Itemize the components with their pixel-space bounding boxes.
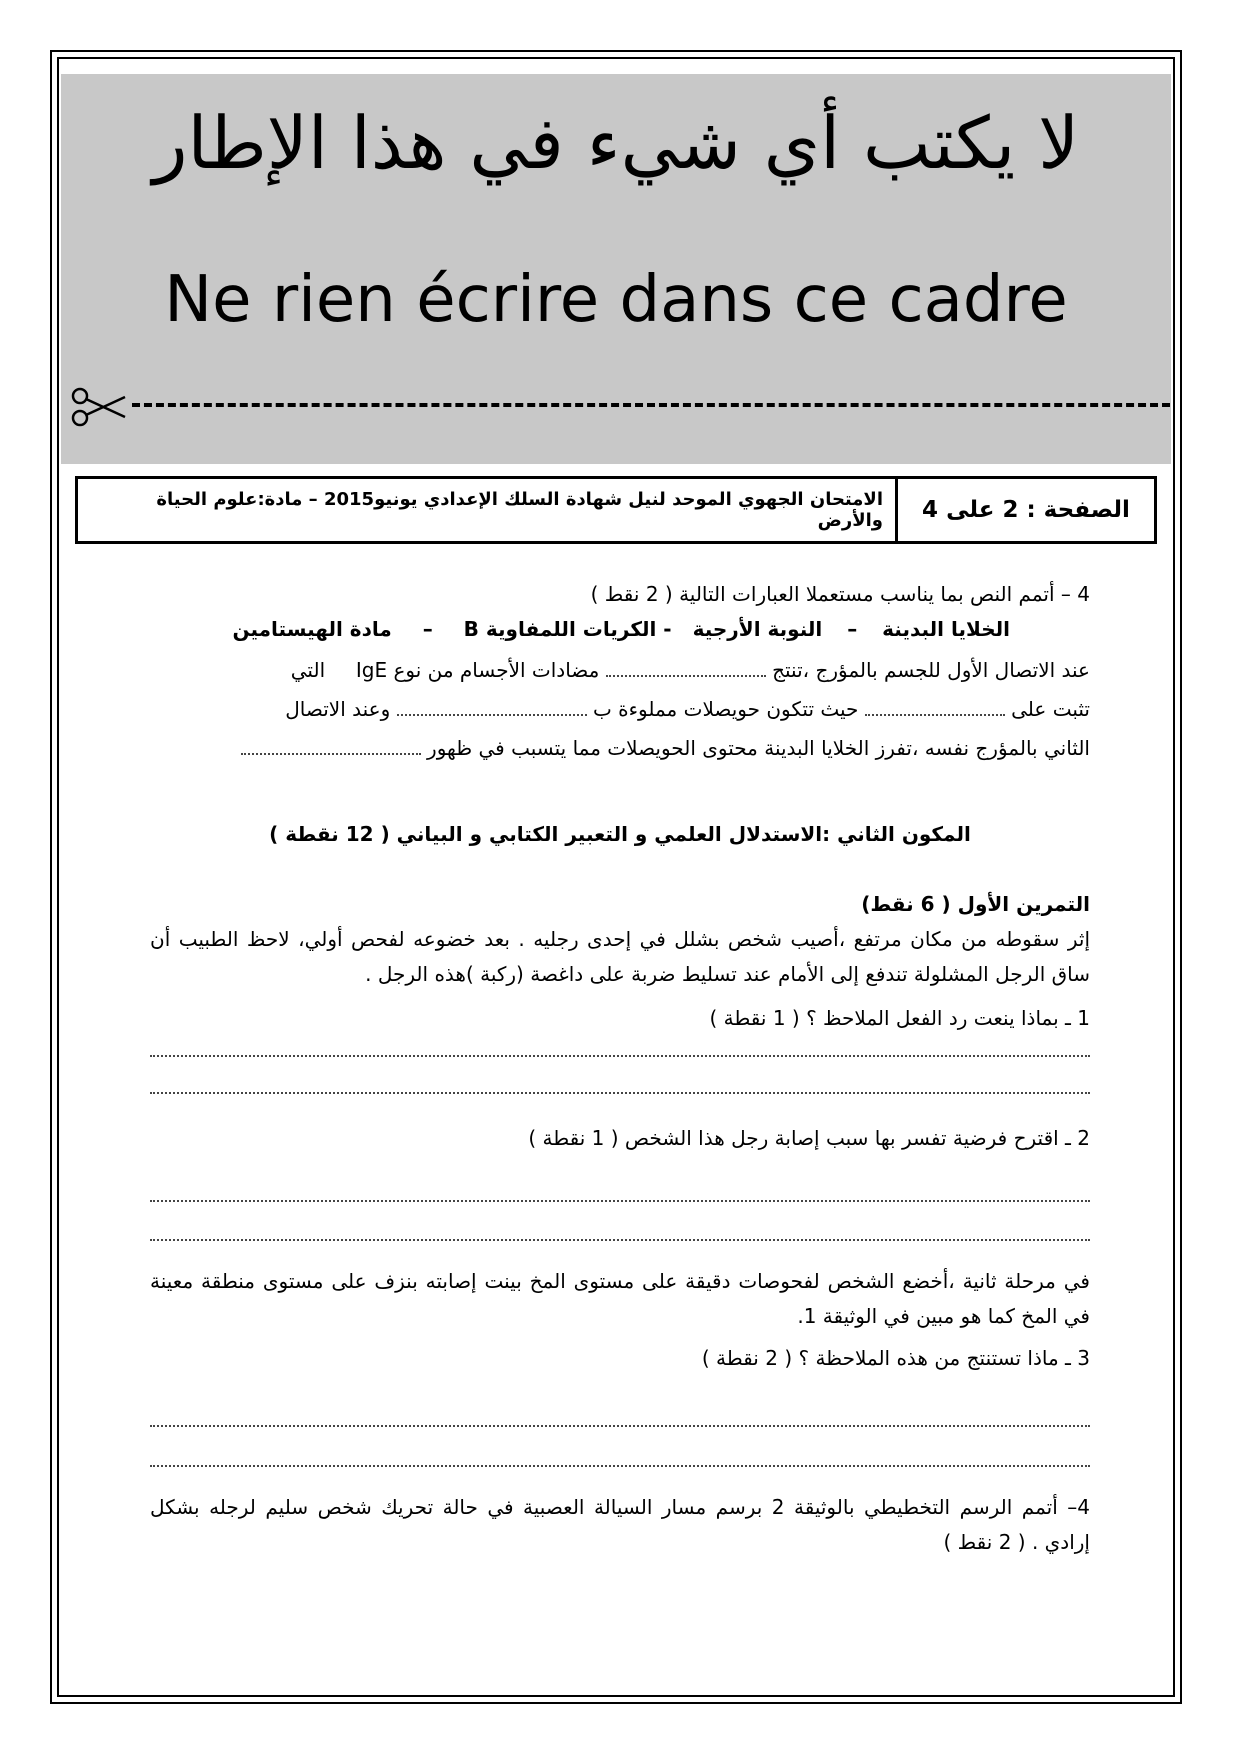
answer-line[interactable] bbox=[150, 1055, 1090, 1057]
term-histamine: مادة الهيستامين bbox=[232, 617, 392, 641]
component-2-title: المكون الثاني :الاستدلال العلمي و التعبير الكتابي و البياني ( 12 نقطة ) bbox=[269, 822, 971, 846]
q4-line1-part-b: مضادات الأجسام من نوع bbox=[393, 658, 600, 682]
exercise-1-title: التمرين الأول ( 6 نقط) bbox=[861, 892, 1090, 916]
q4-line2-part-a: تثبت على bbox=[1011, 697, 1090, 721]
q4-text-line-2 bbox=[150, 693, 1090, 725]
answer-line[interactable] bbox=[150, 1425, 1090, 1427]
cut-line bbox=[70, 385, 1170, 435]
q4-terms bbox=[130, 613, 1010, 645]
exercise-1-q1: 1 ـ بماذا ينعت رد الفعل الملاحظ ؟ ( 1 نقطة ) bbox=[709, 1006, 1090, 1030]
q4-line3-text: الثاني بالمؤرج نفسه ،تفرز الخلايا البدينة محتوى الحويصلات مما يتسبب في ظهور bbox=[427, 736, 1090, 760]
page-number: الصفحة : 2 على 4 bbox=[895, 479, 1154, 541]
answer-line[interactable] bbox=[150, 1200, 1090, 1202]
q4-line2-part-c: وعند الاتصال bbox=[285, 697, 391, 721]
blank-1[interactable] bbox=[606, 675, 766, 677]
exam-title: الامتحان الجهوي الموحد لنيل شهادة السلك الإعدادي يونيو2015 – مادة:علوم الحياة والأرض bbox=[156, 489, 883, 531]
answer-line[interactable] bbox=[150, 1465, 1090, 1467]
exercise-1-q2: 2 ـ اقترح فرضية تفسر بها سبب إصابة رجل هذا الشخص ( 1 نقطة ) bbox=[528, 1126, 1090, 1150]
exercise-1-q3: 3 ـ ماذا تستنتج من هذه الملاحظة ؟ ( 2 نقطة ) bbox=[701, 1346, 1090, 1370]
exam-header-box bbox=[75, 476, 1157, 544]
answer-line[interactable] bbox=[150, 1092, 1090, 1094]
blank-4[interactable] bbox=[241, 753, 421, 755]
q4-line1-ige: IgE bbox=[355, 658, 388, 682]
q4-text-line-3 bbox=[150, 732, 1090, 764]
blank-2[interactable] bbox=[865, 714, 1005, 716]
q4-line1-part-a: عند الاتصال الأول للجسم بالمؤرج ،تنتج bbox=[772, 658, 1090, 682]
exercise-1-q4: 4– أتمم الرسم التخطيطي بالوثيقة 2 برسم مسار السيالة العصبية في حالة تحريك شخص سليم لرجله بشكل إرادي . ( 2 نقط ) bbox=[150, 1495, 1090, 1554]
term-b-lymphocytes: الكريات اللمفاوية B bbox=[463, 617, 657, 641]
answer-line[interactable] bbox=[150, 1239, 1090, 1241]
blank-3[interactable] bbox=[397, 714, 587, 716]
q4-text-line-1 bbox=[150, 654, 1090, 686]
dashed-cut-line bbox=[132, 403, 1170, 407]
term-sep: - bbox=[663, 617, 672, 641]
term-dash-2: – bbox=[422, 617, 433, 641]
exercise-1-phase-2: في مرحلة ثانية ،أخضع الشخص لفحوصات دقيقة على مستوى المخ بينت إصابته بنزف على مستوى منطقة معينة في المخ كما هو مبين في الوثيقة 1. bbox=[150, 1269, 1090, 1328]
q4-line2-part-b: حيث تتكون حويصلات مملوءة ب bbox=[592, 697, 859, 721]
exercise-1-intro: إثر سقوطه من مكان مرتفع ،أصيب شخص بشلل في إحدى رجليه . بعد خضوعه لفحص أولي، لاحظ الطبيب أن ساق الرجل المشلولة تندفع إلى الأمام عند تسليط ضربة على داغصة (ركبة )هذه الرجل . bbox=[150, 927, 1090, 986]
term-dash: – bbox=[847, 617, 858, 641]
term-allergic-crisis: النوبة الأرجية bbox=[692, 617, 823, 641]
q4-line1-part-d: التي bbox=[290, 658, 326, 682]
q4-instruction: 4 – أتمم النص بما يناسب مستعملا العبارات التالية ( 2 نقط ) bbox=[590, 582, 1090, 606]
scissors-icon bbox=[70, 387, 128, 427]
banner-french-title: Ne rien écrire dans ce cadre bbox=[164, 263, 1068, 337]
term-mast-cells: الخلايا البدينة bbox=[882, 617, 1010, 641]
banner-arabic-title: لا يكتب أي شيء في هذا الإطار bbox=[152, 101, 1080, 185]
